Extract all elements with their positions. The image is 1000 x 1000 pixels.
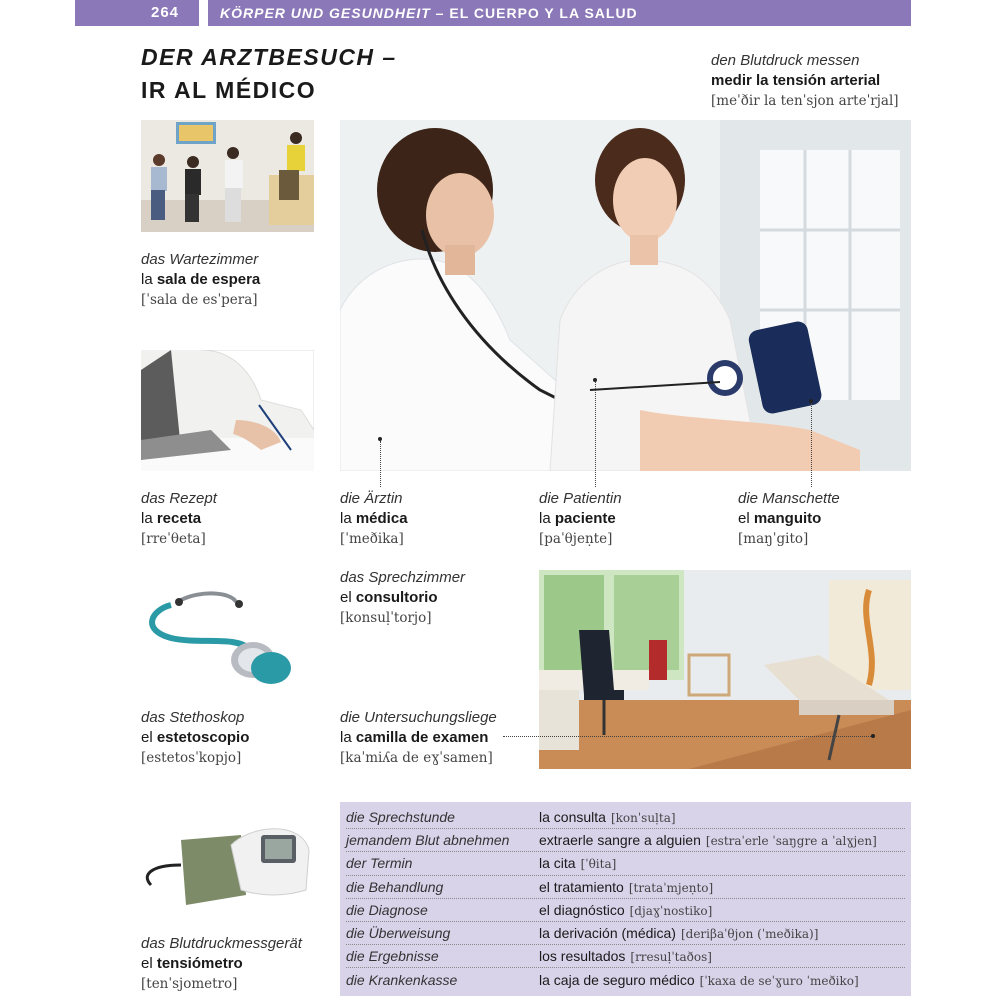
term-de: die Patientin xyxy=(539,490,622,507)
term-ipa: [kaˈmiʎa de eɣˈsamen] xyxy=(340,750,493,766)
vocab-es-word: consulta xyxy=(553,809,606,826)
section-title-de: KÖRPER UND GESUNDHEIT xyxy=(220,5,431,21)
vocab-es-article: el xyxy=(539,901,554,918)
term-es-article: la xyxy=(340,729,356,746)
vocab-es xyxy=(539,902,905,918)
term-ipa: [estetosˈkopjo] xyxy=(141,750,242,766)
vocab-ipa: [ˈθita] xyxy=(580,857,617,872)
page-number: 264 xyxy=(75,0,199,26)
vocab-row xyxy=(346,922,905,945)
term-ipa: [paˈθjeṇte] xyxy=(539,531,613,547)
term-es xyxy=(711,71,899,91)
vocab-es-word: tratamiento xyxy=(553,878,624,895)
vocab-es xyxy=(539,809,905,825)
vocab-ipa: [trataˈmjeṇto] xyxy=(628,880,714,895)
vocab-row xyxy=(346,968,905,991)
vocab-es-article: la xyxy=(539,925,554,942)
term-es-word: medir la tensión arterial xyxy=(711,72,881,89)
page-title-es: IR AL MÉDICO xyxy=(141,77,317,103)
guide-line-liege xyxy=(503,736,873,737)
term-ipa: [konsuḷˈtorjo] xyxy=(340,610,432,626)
vocab-ipa: [estraˈerle ˈsaŋgre a ˈalɣjen] xyxy=(705,834,877,849)
term-es xyxy=(141,509,217,529)
vocab-es-word: caja de seguro médico xyxy=(553,971,695,988)
term-es xyxy=(340,509,408,529)
guide-line-patientin xyxy=(595,382,596,487)
prescription-photo xyxy=(141,350,314,471)
vocab-es-article: el xyxy=(539,878,554,895)
term-de: die Ärztin xyxy=(340,490,403,507)
term-es xyxy=(141,728,249,748)
term-es-article: la xyxy=(141,510,157,527)
term-aerztin xyxy=(340,489,408,549)
term-manschette xyxy=(738,489,840,549)
term-liege xyxy=(340,708,497,768)
vocab-es xyxy=(539,832,905,848)
term-rezept xyxy=(141,489,217,549)
vocab-es-word: derivación (médica) xyxy=(553,925,676,942)
term-de: den Blutdruck messen xyxy=(711,52,860,69)
term-es-article: la xyxy=(141,271,157,288)
term-es xyxy=(340,728,497,748)
term-de: die Manschette xyxy=(738,490,840,507)
vocab-de: die Krankenkasse xyxy=(346,971,458,988)
vocab-es xyxy=(539,855,905,871)
vocab-de: die Sprechstunde xyxy=(346,809,455,826)
vocab-row xyxy=(346,852,905,875)
vocab-es-word: extraerle sangre a alguien xyxy=(539,832,701,849)
term-es xyxy=(539,509,622,529)
vocab-es-word: diagnóstico xyxy=(553,901,625,918)
term-es-article: el xyxy=(141,729,157,746)
blood-pressure-monitor-photo xyxy=(141,820,314,910)
term-de: das Wartezimmer xyxy=(141,251,259,268)
consulting-room-photo xyxy=(539,570,911,769)
term-wartezimmer xyxy=(141,250,260,310)
term-de: das Rezept xyxy=(141,490,217,507)
vocab-de: die Ergebnisse xyxy=(346,948,439,965)
term-de: das Blutdruckmessgerät xyxy=(141,935,302,952)
term-es-word: tensiómetro xyxy=(156,955,243,972)
section-title-es: EL CUERPO Y LA SALUD xyxy=(449,5,638,21)
term-es xyxy=(141,954,302,974)
page-title-de: DER ARZTBESUCH – xyxy=(141,44,397,70)
term-es xyxy=(141,270,260,290)
vocab-es-article: la xyxy=(539,855,554,872)
vocab-de: die Überweisung xyxy=(346,925,451,942)
term-es-word: consultorio xyxy=(355,589,438,606)
term-es xyxy=(738,509,840,529)
vocab-es xyxy=(539,925,905,941)
vocab-row xyxy=(346,806,905,829)
vocab-es-word: cita xyxy=(553,855,576,872)
term-ipa: [rreˈθeta] xyxy=(141,531,206,547)
term-ipa: [ˈmeðika] xyxy=(340,531,404,547)
pointer-dot-liege xyxy=(871,734,875,738)
term-es xyxy=(340,588,465,608)
term-es-article: el xyxy=(340,589,356,606)
term-es-article: el xyxy=(738,510,754,527)
vocab-es-article: la xyxy=(539,809,554,826)
vocab-row xyxy=(346,829,905,852)
vocab-de: die Behandlung xyxy=(346,878,444,895)
vocabulary-table xyxy=(340,802,911,996)
vocab-ipa: [rresuḷˈtaðos] xyxy=(630,950,712,965)
vocab-de: der Termin xyxy=(346,855,413,872)
term-blutdruck xyxy=(711,51,899,111)
term-ipa: [maŋˈgito] xyxy=(738,531,809,547)
term-es-word: médica xyxy=(355,510,408,527)
vocab-es-word: resultados xyxy=(560,948,626,965)
vocab-es xyxy=(539,879,905,895)
vocab-row xyxy=(346,945,905,968)
term-ipa: [tenˈsjometro] xyxy=(141,976,238,992)
term-messgeraet xyxy=(141,934,302,994)
term-de: die Untersuchungsliege xyxy=(340,709,497,726)
term-stethoskop xyxy=(141,708,249,768)
vocab-de: jemandem Blut abnehmen xyxy=(346,832,510,849)
term-sprechzimmer xyxy=(340,568,465,628)
vocab-ipa: [konˈsuḷta] xyxy=(610,811,676,826)
vocab-de: die Diagnose xyxy=(346,901,428,918)
vocab-ipa: [ˈkaxa de seˈɣuro ˈmeðiko] xyxy=(699,973,859,988)
term-ipa: [ˈsala de esˈpera] xyxy=(141,292,258,308)
term-es-word: estetoscopio xyxy=(156,729,250,746)
term-es-word: receta xyxy=(156,510,202,527)
term-es-word: sala de espera xyxy=(156,271,261,288)
term-es-word: manguito xyxy=(753,510,822,527)
term-de: das Stethoskop xyxy=(141,709,245,726)
term-es-word: camilla de examen xyxy=(355,729,489,746)
vocab-ipa: [deriβaˈθjon (ˈmeðika)] xyxy=(680,927,819,942)
term-es-article: el xyxy=(141,955,157,972)
waiting-room-photo xyxy=(141,120,314,232)
term-es-article: la xyxy=(340,510,356,527)
term-patientin xyxy=(539,489,622,549)
vocab-row xyxy=(346,876,905,899)
section-separator: – xyxy=(430,5,450,21)
stethoscope-photo xyxy=(141,580,314,692)
vocab-es-article: la xyxy=(539,971,554,988)
vocab-es xyxy=(539,972,905,988)
term-de: das Sprechzimmer xyxy=(340,569,466,586)
vocab-ipa: [djaɣˈnostiko] xyxy=(629,903,713,918)
term-es-article: la xyxy=(539,510,555,527)
term-ipa: [meˈðir la tenˈsjon arteˈrjal] xyxy=(711,93,899,109)
guide-line-manschette xyxy=(811,403,812,487)
vocab-row xyxy=(346,899,905,922)
vocab-es-article: los xyxy=(539,948,561,965)
vocab-es xyxy=(539,948,905,964)
term-es-word: paciente xyxy=(554,510,616,527)
doctor-patient-photo xyxy=(340,120,911,471)
guide-line-aerztin xyxy=(380,441,381,487)
running-title xyxy=(208,0,911,26)
